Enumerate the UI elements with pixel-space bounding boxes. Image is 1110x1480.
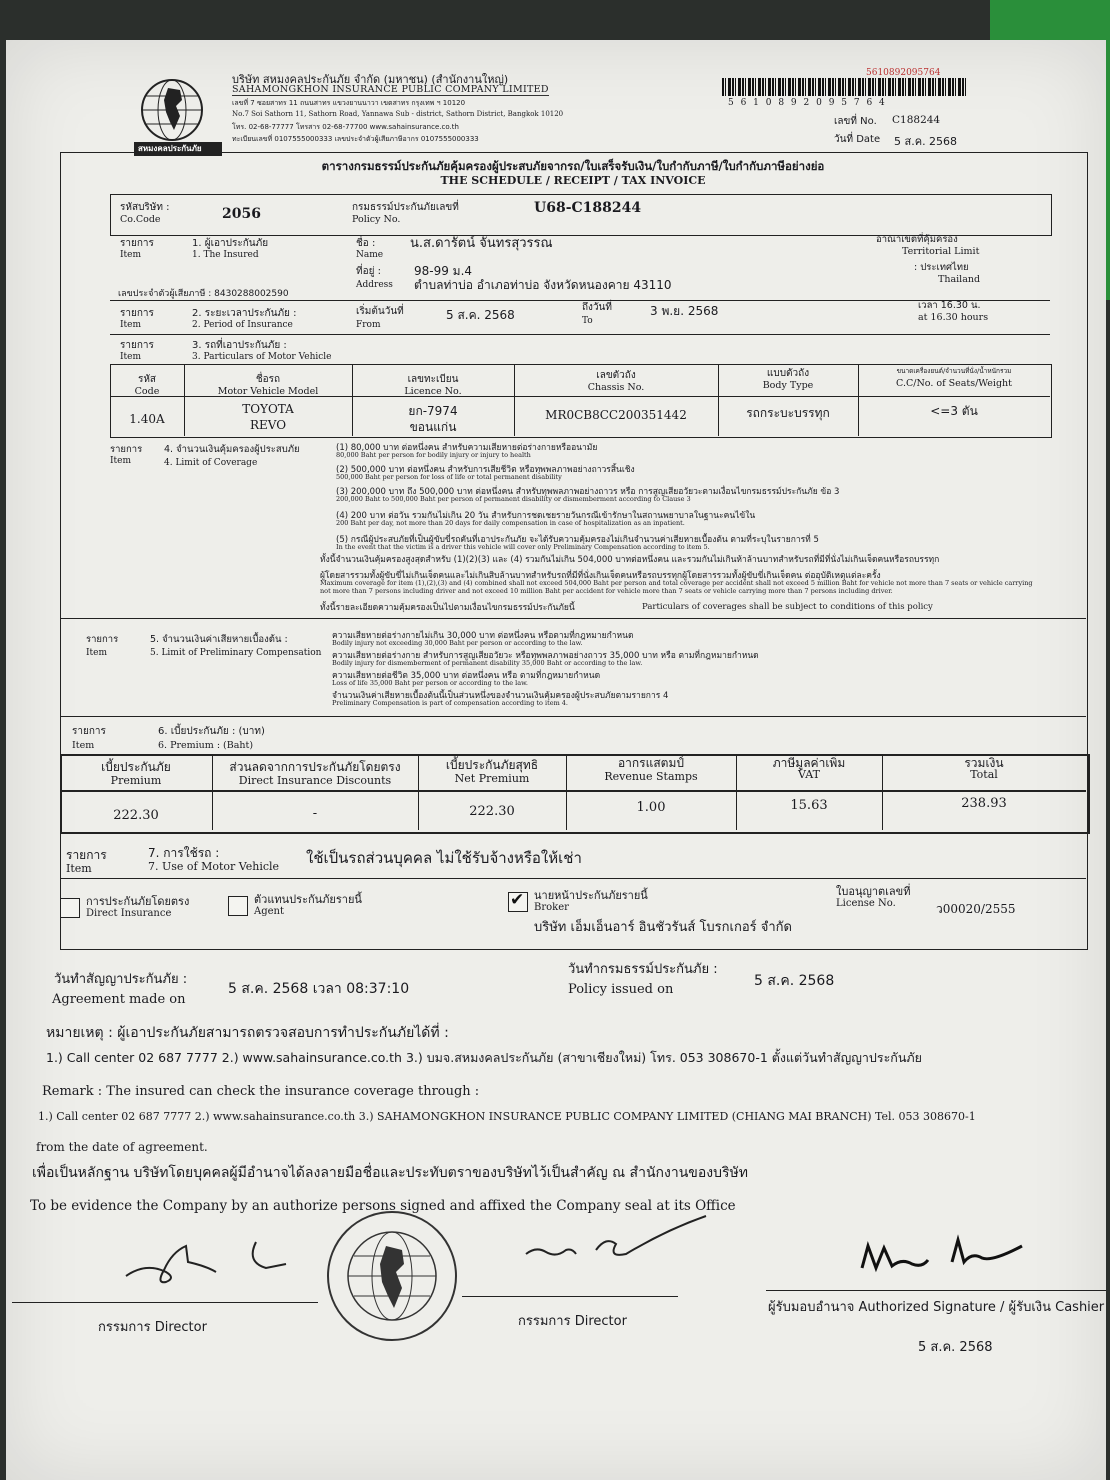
compensation-line-1-en: Bodily injury not exceeding 30,000 Baht per person or according to the law. (332, 639, 583, 647)
policy-issued-label-th: วันทำกรมธรรม์ประกันภัย : (568, 962, 718, 977)
period-time-th: เวลา 16.30 น. (918, 300, 981, 311)
agent-label-en: Agent (254, 906, 284, 917)
compensation-line-2: ความเสียหายต่อร่างกาย สำหรับการสูญเสียอวัยวะ หรือทุพพลภาพอย่างถาวร 35,000 บาท หรือ ตามที่กฎหมายกำหนด (332, 651, 759, 661)
signature-line (766, 1290, 1106, 1291)
company-name-th: บริษัท สหมงคลประกันภัย จำกัด (มหาชน) (สำนักงานใหญ่) (232, 73, 509, 86)
period-to-label-en: To (582, 316, 593, 326)
barcode-top-number: 5610892095764 (866, 68, 941, 78)
vat-header-en: VAT (798, 768, 820, 781)
vehicle-header-model-th: ชื่อรถ (255, 374, 281, 385)
period-to-label-th: ถึงวันที่ (582, 302, 612, 313)
coverage-max-line-1: ทั้งนี้จำนวนเงินคุ้มครองสูงสุดสำหรับ (1)(2)(3) และ (4) รวมกันไม่เกิน 504,000 บาทต่อหนึ่งคน และรวมกันไม่เกินห้าล้านบาทสำหรับรถที่มีที่นั่งไม่เกินเจ็ดคนหรือรถบรรทุก (320, 555, 940, 565)
total-value: 238.93 (961, 796, 1007, 811)
item7-title-en: 7. Use of Motor Vehicle (148, 860, 280, 873)
policy-issued-label-en: Policy issued on (568, 982, 674, 997)
vehicle-licence-line1: ยก-7974 (408, 404, 458, 418)
vehicle-header-chassis-th: เลขตัวถัง (596, 370, 636, 381)
net-premium-header-en: Net Premium (454, 772, 530, 785)
item4-title-th: 4. จำนวนเงินคุ้มครองผู้ประสบภัย (164, 444, 300, 455)
doc-date-value: 5 ส.ค. 2568 (894, 135, 958, 148)
territory-value-th: : ประเทศไทย (914, 262, 969, 273)
vehicle-header-licence-th: เลขทะเบียน (407, 374, 459, 385)
insured-name-label-en: Name (356, 250, 384, 260)
title-en: THE SCHEDULE / RECEIPT / TAX INVOICE (440, 174, 706, 187)
vehicle-header-licence-en: Licence No. (404, 386, 462, 397)
insured-address-line1: 98-99 ม.4 (414, 264, 473, 278)
coverage-conditions-th: ทั้งนี้รายละเอียดความคุ้มครองเป็นไปตามเงื่อนไขกรมธรรม์ประกันภัยนี้ (320, 603, 575, 613)
authorized-signature (852, 1232, 1032, 1282)
divider (60, 790, 1086, 792)
insured-tax-id: เลขประจำตัวผู้เสียภาษี : 8430288002590 (118, 289, 289, 299)
broker-checkbox (508, 892, 528, 912)
insured-address-label-th: ที่อยู่ : (356, 266, 382, 277)
agent-checkbox (228, 896, 248, 916)
compensation-line-1: ความเสียหายต่อร่างกายไม่เกิน 30,000 บาท ต่อหนึ่งคน หรือตามที่กฎหมายกำหนด (332, 631, 634, 641)
compensation-line-2-en: Bodily injury for dismemberment of permanent disability 35,000 Baht or according to the law. (332, 659, 643, 667)
remark-line-en-2: from the date of agreement. (36, 1140, 208, 1154)
policy-label-th: กรมธรรม์ประกันภัยเลขที่ (352, 202, 459, 213)
item5-title-en: 5. Limit of Preliminary Compensation (150, 648, 322, 658)
divider (60, 716, 1086, 717)
territory-label-th: อาณาเขตที่คุ้มครอง (876, 234, 958, 245)
barcode-digits: 5 6 1 0 8 9 2 0 9 5 7 6 4 (728, 98, 887, 108)
remark-line-th: 1.) Call center 02 687 7777 2.) www.sahainsurance.co.th 3.) บมจ.สหมงคลประกันภัย (สาขาเชียงใหม่) โทร. 053 308670-1 ตั้งแต่วันทำสัญญาประกันภัย (46, 1050, 922, 1065)
divider (60, 878, 1086, 879)
authorized-label: ผู้รับมอบอำนาจ Authorized Signature / ผู้รับเงิน Cashier (768, 1300, 1105, 1315)
item5-label-th: รายการ (86, 634, 119, 645)
item6-title-th: 6. เบี้ยประกันภัย : (บาท) (158, 726, 265, 737)
director1-signature (116, 1232, 306, 1292)
item2-label-th: รายการ (120, 308, 154, 319)
total-header-en: Total (970, 768, 998, 781)
direct-insurance-checkbox (60, 898, 80, 918)
coverage-max-en: Maximum coverage for item (1),(2),(3) and (4) combined shall not exceed 504,000 Baht per person and total coverage per accident shall not exceed 5 million Baht for vehicle not more than 7 seats or vehicle carrying not more than 7 persons including driver and not exceed 10 million Baht per accident for vehicle more than 7 seats or vehicle carrying more than 7 persons including driver. (320, 579, 1033, 595)
vehicle-model-line1: TOYOTA (242, 402, 294, 416)
net-premium-value: 222.30 (469, 804, 515, 819)
logo-text: สหมงคลประกันภัย (138, 144, 202, 153)
vehicle-model-line2: REVO (249, 418, 287, 432)
agreement-value: 5 ส.ค. 2568 เวลา 08:37:10 (228, 981, 410, 997)
vehicle-header-code-en: Code (134, 386, 160, 397)
policy-label-en: Policy No. (352, 214, 401, 225)
item1-label-en: Item (120, 250, 142, 260)
premium-header-th: เบี้ยประกันภัย (101, 760, 171, 774)
item6-label-th: รายการ (72, 726, 106, 737)
co-code-label-th: รหัสบริษัท : (120, 202, 170, 213)
compensation-line-3: ความเสียหายต่อชีวิต 35,000 บาท ต่อหนึ่งคน หรือ ตามที่กฎหมายกำหนด (332, 671, 601, 681)
discount-header-th: ส่วนลดจากการประกันภัยโดยตรง (229, 760, 401, 774)
period-from-value: 5 ส.ค. 2568 (446, 308, 515, 322)
direct-insurance-label-en: Direct Insurance (86, 908, 172, 919)
company-seal (324, 1208, 460, 1344)
item4-title-en: 4. Limit of Coverage (164, 458, 258, 468)
agreement-label-en: Agreement made on (52, 992, 186, 1007)
divider (110, 300, 1050, 301)
item5-label-en: Item (86, 648, 108, 658)
item3-title-th: 3. รถที่เอาประกันภัย : (192, 340, 287, 351)
coverage-conditions-en: Particulars of coverages shall be subject to conditions of this policy (642, 602, 933, 612)
item7-label-th: รายการ (66, 848, 107, 862)
vehicle-weight: <=3 ตัน (930, 404, 978, 418)
company-address-en: No.7 Soi Sathorn 11, Sathorn Road, Yannawa Sub - district, Sathorn District, Bangkok 10120 (232, 110, 564, 118)
item4-label-th: รายการ (110, 444, 143, 455)
company-address-th: เลขที่ 7 ซอยสาทร 11 ถนนสาทร แขวงยานนาวา เขตสาทร กรุงเทพ ฯ 10120 (232, 99, 466, 107)
item1-label-th: รายการ (120, 238, 154, 249)
direct-insurance-label-th: การประกันภัยโดยตรง (86, 895, 190, 908)
period-time-en: at 16.30 hours (918, 312, 989, 323)
item7-label-en: Item (66, 862, 92, 875)
compensation-line-4: จำนวนเงินค่าเสียหายเบื้องต้นนี้เป็นส่วนหนึ่งของจำนวนเงินคุ้มครองผู้ประสบภัยตามรายการ 4 (332, 691, 669, 701)
remark-title-en: Remark : The insured can check the insurance coverage through : (42, 1084, 480, 1099)
doc-date-label: วันที่ Date (834, 134, 881, 145)
territory-label-en: Territorial Limit (902, 246, 980, 257)
premium-value: 222.30 (113, 808, 159, 823)
stamps-value: 1.00 (636, 800, 666, 815)
signature-line (12, 1302, 318, 1303)
coverage-max-line-2: ผู้โดยสารรวมทั้งผู้ขับขี่ไม่เกินเจ็ดคนและไม่เกินสิบล้านบาทสำหรับรถที่มีที่นั่งเกินเจ็ดคนหรือรถบรรทุกผู้โดยสารรวมทั้งผู้ขับขี่เกินเจ็ดคน ต่ออุบัติเหตุแต่ละครั้ง (320, 571, 881, 581)
item2-title-en: 2. Period of Insurance (192, 320, 293, 330)
vehicle-header-model-en: Motor Vehicle Model (217, 386, 319, 397)
vat-value: 15.63 (790, 798, 828, 813)
net-premium-header-th: เบี้ยประกันภัยสุทธิ (445, 758, 539, 772)
company-logo (134, 76, 226, 158)
vehicle-header-body-en: Body Type (762, 380, 814, 391)
company-contact: โทร. 02-68-77777 โทรสาร 02-68-77700 www.sahainsurance.co.th (232, 123, 459, 131)
period-to-value: 3 พ.ย. 2568 (650, 304, 719, 318)
agent-label-th: ตัวแทนประกันภัยรายนี้ (254, 893, 362, 906)
insured-name: น.ส.ดารัตน์ จันทรสุวรรณ (410, 236, 553, 251)
period-from-label-th: เริ่มต้นวันที่ (356, 306, 404, 317)
evidence-en: To be evidence the Company by an authorize persons signed and affixed the Company seal at its Office (30, 1198, 736, 1214)
territory-value-en: Thailand (938, 274, 981, 285)
item7-title-th: 7. การใช้รถ : (148, 846, 220, 860)
period-from-label-en: From (356, 320, 381, 330)
item1-title-th: 1. ผู้เอาประกันภัย (192, 238, 269, 249)
compensation-line-3-en: Loss of life 35,000 Baht per person or according to the law. (332, 679, 528, 687)
co-code-value: 2056 (222, 206, 261, 222)
vehicle-header-chassis-en: Chassis No. (587, 382, 645, 393)
coverage-line-5: (5) กรณีผู้ประสบภัยที่เป็นผู้ขับขี่รถคันที่เอาประกันภัย จะได้รับความคุ้มครองไม่เกินจำนวนค่าเสียหายเบื้องต้น ตามที่ระบุในรายการที่ 5 (336, 535, 819, 545)
company-tax-line: ทะเบียนเลขที่ 0107555000333 เลขประจำตัวผู้เสียภาษีอากร 0107555000333 (232, 135, 479, 143)
item3-label-th: รายการ (120, 340, 154, 351)
broker-name: บริษัท เอ็มเอ็นอาร์ อินชัวรันส์ โบรกเกอร์ จำกัด (534, 920, 792, 935)
remark-title-th: หมายเหตุ : ผู้เอาประกันภัยสามารถตรวจสอบการทำประกันภัยได้ที่ : (46, 1025, 449, 1041)
signature-line (462, 1296, 678, 1297)
compensation-line-4-en: Preliminary Compensation is part of compensation according to item 4. (332, 699, 569, 707)
remark-line-en: 1.) Call center 02 687 7777 2.) www.sahainsurance.co.th 3.) SAHAMONGKHON INSURANCE PUBLIC COMPANY LIMITED (CHIANG MAI BRANCH) Tel. 053 308670-1 (38, 1110, 976, 1123)
authorized-date: 5 ส.ค. 2568 (918, 1340, 993, 1355)
vehicle-licence-line2: ขอนแก่น (409, 420, 457, 434)
premium-header-en: Premium (110, 774, 162, 787)
barcode (722, 78, 968, 96)
vehicle-code: 1.40A (129, 412, 165, 426)
item6-title-en: 6. Premium : (Baht) (158, 740, 254, 751)
item2-label-en: Item (120, 320, 142, 330)
vehicle-header-body-th: แบบตัวถัง (766, 368, 810, 379)
item3-label-en: Item (120, 352, 142, 362)
director2-label: กรรมการ Director (518, 1314, 627, 1329)
item2-title-th: 2. ระยะเวลาประกันภัย : (192, 308, 297, 319)
coverage-line-3-en: 200,000 Baht to 500,000 Baht per person of permanent disability or dismemberment according to Clause 3 (336, 495, 691, 503)
broker-label-th: นายหน้าประกันภัยรายนี้ (534, 889, 648, 902)
vat-header-th: ภาษีมูลค่าเพิ่ม (772, 756, 846, 770)
insured-name-label-th: ชื่อ : (356, 238, 376, 249)
doc-no-value: C188244 (892, 114, 941, 126)
title-th: ตารางกรมธรรม์ประกันภัยคุ้มครองผู้ประสบภัยจากรถ/ใบเสร็จรับเงิน/ใบกำกับภาษี/ใบกำกับภาษีอย่างย่อ (321, 159, 825, 173)
license-value: ว00020/2555 (936, 902, 1016, 916)
divider (60, 618, 1086, 619)
co-code-label-en: Co.Code (120, 214, 161, 225)
coverage-line-4-en: 200 Baht per day, not more than 20 days for daily compensation in case of hospitalization as an inpatient. (336, 519, 685, 527)
vehicle-header-weight-th: ขนาดเครื่องยนต์/จำนวนที่นั่ง/น้ำหนักรวม (896, 367, 1012, 375)
coverage-line-5-en: In the event that the victim is a driver this vehicle will cover only Preliminary Compensation according to item 5. (336, 543, 710, 551)
discount-header-en: Direct Insurance Discounts (238, 774, 392, 787)
coverage-line-4: (4) 200 บาท ต่อวัน รวมกันไม่เกิน 20 วัน สำหรับการชดเชยรายวันกรณีเข้ารักษาในสถานพยาบาลในฐานะคนไข้ใน (336, 511, 756, 521)
broker-label-en: Broker (534, 902, 569, 913)
item4-label-en: Item (110, 456, 132, 466)
item6-label-en: Item (72, 740, 95, 751)
insured-address-line2: ตำบลท่าบ่อ อำเภอท่าบ่อ จังหวัดหนองคาย 43110 (414, 278, 672, 292)
agreement-label-th: วันทำสัญญาประกันภัย : (54, 972, 188, 987)
coverage-line-2-en: 500,000 Baht per person for loss of life or total permanent disability (336, 473, 562, 481)
vehicle-chassis: MR0CB8CC200351442 (545, 408, 687, 422)
vehicle-body-type: รถกระบะบรรทุก (746, 406, 830, 420)
doc-no-label: เลขที่ No. (834, 116, 877, 127)
vehicle-header-weight-en: C.C/No. of Seats/Weight (896, 378, 1012, 389)
stamps-header-en: Revenue Stamps (604, 770, 698, 783)
insured-address-label-en: Address (356, 280, 393, 290)
coverage-line-1-en: 80,000 Baht per person for bodily injury or injury to health (336, 451, 531, 459)
coverage-line-1: (1) 80,000 บาท ต่อหนึ่งคน สำหรับความเสียหายต่อร่างกายหรืออนามัย (336, 443, 598, 453)
vehicle-header-code-th: รหัส (137, 374, 157, 385)
company-name-en: SAHAMONGKHON INSURANCE PUBLIC COMPANY LIMITED (232, 84, 549, 95)
director1-label: กรรมการ Director (98, 1320, 207, 1335)
evidence-th: เพื่อเป็นหลักฐาน บริษัทโดยบุคคลผู้มีอำนาจได้ลงลายมือชื่อและประทับตราของบริษัทไว้เป็นสำคัญ ณ สำนักงานของบริษัท (32, 1165, 748, 1181)
total-header-th: รวมเงิน (964, 756, 1004, 770)
stamps-header-th: อากรแสตมป์ (617, 756, 685, 770)
license-label-th: ใบอนุญาตเลขที่ (836, 885, 911, 898)
policy-value: U68-C188244 (534, 200, 642, 216)
item1-title-en: 1. The Insured (192, 250, 259, 260)
coverage-line-3: (3) 200,000 บาท ถึง 500,000 บาท ต่อหนึ่งคน สำหรับทุพพลภาพอย่างถาวร หรือ การสูญเสียอวัยวะตามเงื่อนไขกรมธรรม์ประกันภัย ข้อ 3 (336, 487, 840, 497)
policy-document (6, 40, 1106, 1480)
discount-value: - (312, 806, 318, 821)
divider (110, 334, 1050, 335)
item3-title-en: 3. Particulars of Motor Vehicle (192, 352, 332, 362)
vehicle-use-value: ใช้เป็นรถส่วนบุคคล ไม่ใช้รับจ้างหรือให้เช่า (306, 849, 582, 867)
policy-issued-value: 5 ส.ค. 2568 (754, 973, 835, 989)
item5-title-th: 5. จำนวนเงินค่าเสียหายเบื้องต้น : (150, 634, 288, 645)
director2-signature (516, 1210, 716, 1280)
license-label-en: License No. (836, 898, 896, 909)
coverage-line-2: (2) 500,000 บาท ต่อหนึ่งคน สำหรับการเสียชีวิต หรือทุพพลภาพอย่างถาวรสิ้นเชิง (336, 465, 635, 475)
